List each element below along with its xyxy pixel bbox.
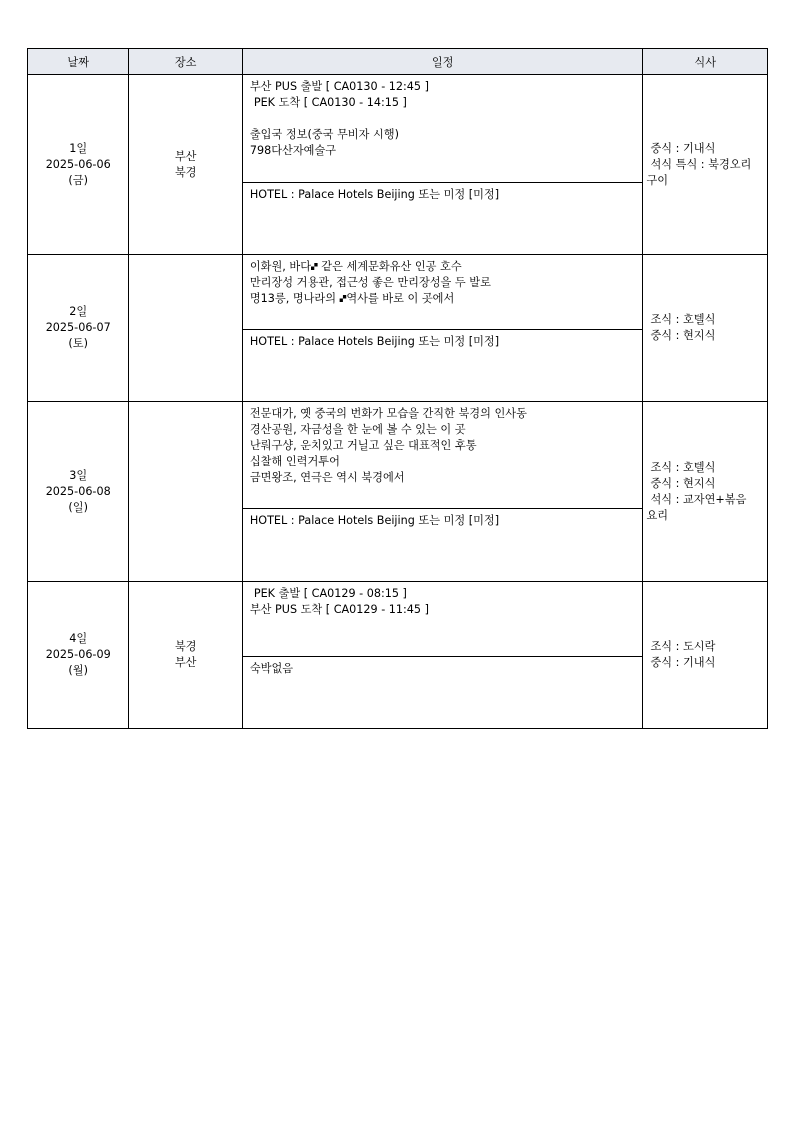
date-label: 2025-06-08 <box>45 484 111 498</box>
schedule-cell <box>242 255 643 402</box>
schedule-line: 명13릉, 명나라의 🙾역사를 바로 이 곳에서 <box>249 292 455 305</box>
day-label: 4일 <box>69 632 88 645</box>
place-label: 북경 <box>174 640 197 653</box>
meal-line: 석식 특식 : 북경오리 <box>650 157 752 171</box>
schedule-line: PEK 출발 [ CA0129 - 08:15 ] <box>253 587 407 600</box>
date-cell <box>28 582 129 729</box>
day-row-4 <box>28 582 768 729</box>
meal-line: 중식 : 현지식 <box>650 476 716 490</box>
itinerary-table <box>27 48 768 729</box>
header-schedule: 일정 <box>242 49 643 75</box>
day-row-3 <box>28 402 768 582</box>
meal-line: 중식 : 기내식 <box>650 141 716 155</box>
meals-cell <box>643 582 768 729</box>
hotel-info <box>243 657 643 728</box>
schedule-line: 부산 PUS 도착 [ CA0129 - 11:45 ] <box>249 603 429 616</box>
schedule-cell <box>242 402 643 582</box>
meal-line: 요리 <box>646 508 669 522</box>
meals-cell <box>643 255 768 402</box>
day-label: 1일 <box>69 141 88 155</box>
hotel-label: HOTEL : Palace Hotels Beijing 또는 미정 [미정] <box>249 335 500 348</box>
schedule-line: 금면왕조, 연극은 역시 북경에서 <box>249 471 405 484</box>
hotel-label: 숙박없음 <box>249 662 294 675</box>
schedule-line: 십찰해 인력거투어 <box>249 455 340 468</box>
schedule-line: 전문대가, 옛 중국의 번화가 모습을 간직한 북경의 인사동 <box>249 407 527 420</box>
place-cell <box>129 75 242 255</box>
schedule-line: 만리장성 거용관, 접근성 좋은 만리장성을 두 발로 <box>249 276 491 289</box>
date-label: 2025-06-09 <box>45 648 111 661</box>
date-cell <box>28 255 129 402</box>
meal-line: 조식 : 도시락 <box>650 640 716 653</box>
meal-line: 구이 <box>646 173 669 187</box>
schedule-line: 경산공원, 자금성을 한 눈에 볼 수 있는 이 곳 <box>249 423 466 436</box>
meals-cell <box>643 402 768 582</box>
schedule-details <box>243 75 643 183</box>
date-label: 2025-06-06 <box>45 157 111 171</box>
schedule-details <box>243 582 643 657</box>
place-label: 북경 <box>174 165 197 179</box>
hotel-info <box>243 330 643 401</box>
day-row-2 <box>28 255 768 402</box>
hotel-label: HOTEL : Palace Hotels Beijing 또는 미정 [미정] <box>249 188 500 201</box>
day-row-1 <box>28 75 768 255</box>
header-row <box>28 49 768 75</box>
schedule-line <box>250 111 636 127</box>
hotel-info <box>243 509 643 581</box>
hotel-info <box>243 183 643 254</box>
meal-line: 조식 : 호텔식 <box>650 313 716 326</box>
schedule-cell <box>242 582 643 729</box>
schedule-line: 부산 PUS 출발 [ CA0130 - 12:45 ] <box>249 80 429 93</box>
place-cell <box>129 255 242 402</box>
date-label: 2025-06-07 <box>45 321 111 334</box>
meal-line: 중식 : 기내식 <box>650 656 716 669</box>
schedule-cell <box>242 75 643 255</box>
meal-line: 중식 : 현지식 <box>650 329 716 342</box>
place-cell <box>129 402 242 582</box>
place-label: 부산 <box>174 149 197 163</box>
meal-line: 조식 : 호텔식 <box>650 460 716 474</box>
meal-line: 석식 : 교자연+볶음 <box>650 492 747 506</box>
schedule-details <box>243 402 643 509</box>
meals-cell <box>643 75 768 255</box>
schedule-line: 난뤄구샹, 운치있고 거닐고 싶은 대표적인 후통 <box>249 439 477 452</box>
schedule-line: 출입국 정보(중국 무비자 시행) <box>249 128 399 141</box>
date-cell <box>28 75 129 255</box>
weekday-label: (토) <box>68 337 88 350</box>
place-label: 부산 <box>174 656 197 669</box>
place-cell <box>129 582 242 729</box>
header-meals: 식사 <box>643 49 768 75</box>
schedule-line: 이화원, 바다🙾 같은 세계문화유산 인공 호수 <box>249 260 462 273</box>
header-place: 장소 <box>129 49 242 75</box>
weekday-label: (일) <box>68 500 88 514</box>
weekday-label: (월) <box>68 664 88 677</box>
date-cell <box>28 402 129 582</box>
schedule-line: PEK 도착 [ CA0130 - 14:15 ] <box>253 96 407 109</box>
schedule-line: 798다산자예술구 <box>249 144 337 157</box>
day-label: 2일 <box>69 305 88 318</box>
weekday-label: (금) <box>68 173 88 187</box>
schedule-details <box>243 255 643 330</box>
hotel-label: HOTEL : Palace Hotels Beijing 또는 미정 [미정] <box>249 514 500 527</box>
day-label: 3일 <box>69 468 88 482</box>
header-date: 날짜 <box>28 49 129 75</box>
